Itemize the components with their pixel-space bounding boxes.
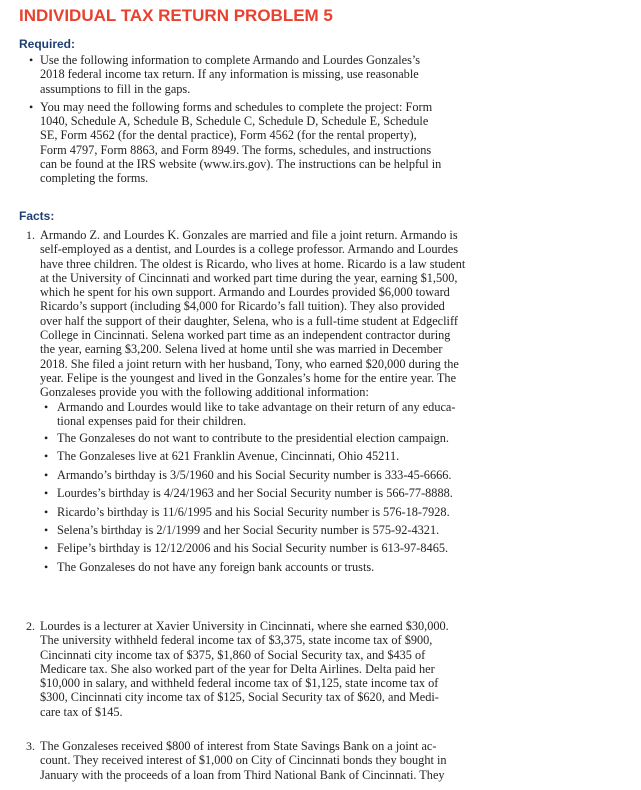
text-line: Use the following information to complete Armando and Lourdes Gonzales’s <box>40 53 421 67</box>
list-item <box>44 522 455 541</box>
text-line: assumptions to fill in the gaps. <box>40 81 191 96</box>
text-line: The Gonzaleses received $800 of interest from State Savings Bank on a joint ac- <box>40 739 437 753</box>
text-line: over half the support of their daughter, Selena, who is a full-time student at Edgecliff <box>40 313 458 328</box>
list-item <box>44 559 455 578</box>
bullet-marker: • <box>44 486 49 501</box>
bullet-marker: • <box>44 400 49 414</box>
text-line: Medicare tax. She also worked part of the year for Delta Airlines. Delta paid her <box>40 661 435 676</box>
text-line: Ricardo’s support (including $4,000 for Ricardo’s fall tuition). They also provided <box>40 299 445 314</box>
fact-1 <box>26 228 466 400</box>
text-line: can be found at the IRS website (www.irs.gov). The instructions can be helpful in <box>40 157 442 172</box>
text-line: Selena’s birthday is 2/1/1999 and her Social Security number is 575-92-4321. <box>57 522 440 537</box>
text-line: Form 4797, Form 8863, and Form 8949. The forms, schedules, and instructions <box>40 142 432 157</box>
text-line: The Gonzaleses do not want to contribute to the presidential election campaign. <box>57 431 450 445</box>
list-item <box>44 541 455 559</box>
bullet-marker: • <box>29 53 34 67</box>
text-line: the year, earning $3,200. Selena lived at home until she was married in December <box>40 342 443 357</box>
text-line: 2018. She filed a joint return with her husband, Tony, who earned $20,000 during the <box>40 356 459 371</box>
text-line: count. They received interest of $1,000 on City of Cincinnati bonds they bought in <box>40 753 447 768</box>
list-item <box>44 504 455 523</box>
text-line: 1040, Schedule A, Schedule B, Schedule C, Schedule D, Schedule E, Schedule <box>40 114 429 129</box>
text-line: care tax of $145. <box>40 704 123 719</box>
text-line: Felipe’s birthday is 12/12/2006 and his Social Security number is 613-97-8465. <box>57 541 449 556</box>
list-item <box>44 486 455 504</box>
required-list <box>29 53 442 186</box>
text-line: Lourdes’s birthday is 4/24/1963 and her Social Security number is 566-77-8888. <box>57 486 453 501</box>
bullet-marker: • <box>29 99 34 114</box>
bullet-marker: • <box>44 467 49 482</box>
facts-heading: Facts: <box>19 209 55 223</box>
text-line: The Gonzaleses live at 621 Franklin Avenue, Cincinnati, Ohio 45211. <box>57 449 400 464</box>
text-line: year. Felipe is the youngest and lived in the Gonzales’s home for the entire year. The <box>40 370 457 385</box>
text-line: The Gonzaleses do not have any foreign bank accounts or trusts. <box>57 559 375 574</box>
text-line: $10,000 in salary, and withheld federal income tax of $1,125, state income tax of <box>40 676 439 691</box>
bullet-marker: • <box>44 504 49 519</box>
bullet-marker: • <box>44 559 49 574</box>
text-line: College in Cincinnati. Selena worked part time as an independent contractor during <box>40 328 451 343</box>
text-line: Cincinnati city income tax of $375, $1,860 of Social Security tax, and $435 of <box>40 647 426 662</box>
bullet-marker: • <box>44 431 49 445</box>
text-line: self-employed as a dentist, and Lourdes is a college professor. Armando and Lourdes <box>40 242 458 257</box>
text-line: $300, Cincinnati city income tax of $125, Social Security tax of $620, and Medi- <box>40 690 439 705</box>
bullet-marker: • <box>44 541 49 556</box>
text-line: which he spent for his own support. Armando and Lourdes provided $6,000 toward <box>40 285 450 300</box>
page-title: INDIVIDUAL TAX RETURN PROBLEM 5 <box>19 6 333 25</box>
text-line: at the University of Cincinnati and worked part time during the year, earning $1,500, <box>40 270 458 285</box>
text-line: You may need the following forms and schedules to complete the project: Form <box>40 99 433 114</box>
fact-number: 3. <box>26 739 35 753</box>
text-line: SE, Form 4562 (for the dental practice), Form 4562 (for the rental property), <box>40 128 417 143</box>
fact-2 <box>26 619 449 719</box>
required-heading: Required: <box>19 37 76 51</box>
fact-number: 1. <box>26 228 35 242</box>
text-line: Armando and Lourdes would like to take advantage on their return of any educa- <box>57 400 456 414</box>
fact-3 <box>26 739 447 782</box>
list-item <box>44 431 455 449</box>
list-item <box>44 400 456 431</box>
text-line: Gonzaleses provide you with the following additional information: <box>40 385 369 400</box>
text-line: tional expenses paid for their children. <box>57 414 247 429</box>
required-item-1 <box>29 53 441 96</box>
fact-1-bullet-list <box>44 400 456 578</box>
text-line: January with the proceeds of a loan from Third National Bank of Cincinnati. They <box>40 767 445 782</box>
bullet-marker: • <box>44 522 49 537</box>
required-item-2 <box>29 99 442 186</box>
text-line: The university withheld federal income tax of $3,375, state income tax of $900, <box>40 633 433 648</box>
text-line: Armando’s birthday is 3/5/1960 and his Social Security number is 333-45-6666. <box>57 467 452 482</box>
list-item <box>44 449 455 467</box>
text-line: 2018 federal income tax return. If any information is missing, use reasonable <box>40 67 419 82</box>
text-line: Lourdes is a lecturer at Xavier University in Cincinnati, where she earned $30,000. <box>40 619 449 633</box>
list-item <box>44 467 455 486</box>
text-line: have three children. The oldest is Ricardo, who lives at home. Ricardo is a law student <box>40 256 466 271</box>
bullet-marker: • <box>44 449 49 464</box>
fact-number: 2. <box>26 619 35 633</box>
text-line: completing the forms. <box>40 171 149 186</box>
text-line: Armando Z. and Lourdes K. Gonzales are married and file a joint return. Armando is <box>40 228 458 242</box>
text-line: Ricardo’s birthday is 11/6/1995 and his Social Security number is 576-18-7928. <box>57 504 450 519</box>
